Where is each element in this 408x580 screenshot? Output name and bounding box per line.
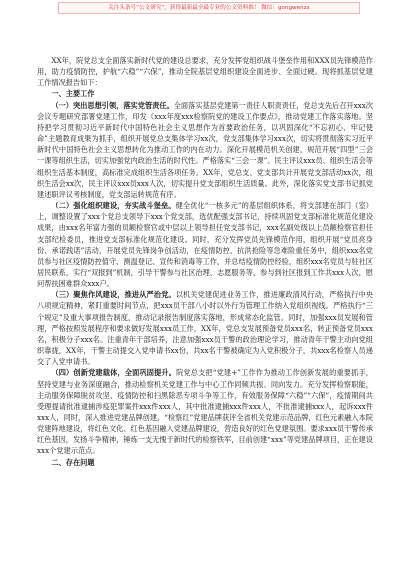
subsection-2	[37, 200, 373, 289]
subsection-1-body: 全面落实基层党建第一责任人职责责任，党总支先后召开xxx次会议专题研究部署党建工作，印发《xxx年度xxx检察院党的建设工作要点》，推动党建工作落实落地。坚持把学习贯彻习近平新时代中国特色社会主义思想作为首要政治任务，以巩固深化“不忘初心、牢记使命”主题教育成果为抓手，组织开展党总支集体学习xx次，党支部集体学习xxx次，切实将贯彻落实习近平新时代中国特色社会主义思想转化为推动工作的内在动力。深化开展模范机关创建，规范开展“四型”三会一课等组织生活，切实加强党内政治生活的时代性。严格落实“三会一课”、民主评议xxx员、组织生活会等组织生活基本制度，高标准完成组织生活各项任务。XX年，党总支、党支部共计开展党支部活动xx次，组织生活会xx次，民主评议xxx员xxx人次，切实提升党支部组织生活质量。此外，深化落实党支部书记抓党建述职评议考核制度，党支部运转规范有序。	[37, 100, 373, 199]
subsection-2-body: 健全优化“一核多元”的基层组织体系，将支部建在部门（室）上，调整设置了xxx个党总支领导下xxx个党支部，选优配强支部书记，持续巩固党支部标准化规范化建设成果，由xxx名年富力强的员额检察官或中层以上领导担任党支部书记，xxx名副处级以上员额检察官担任支部纪检委员，推进党支部标准化规范化建设。同时，充分发挥党员先锋模范作用，组织开展“党员亮身份、承诺践诺”活动，开展党员先锋岗争创活动，在疫情防控、抗洪抢险等急难险重任务中，组织xxx名党员参与社区疫情防控值守、测温登记、宣传和消毒等工作，并总结疫情防控经验，组织xxx名党员与驻社区居民联系，实行“双报到”机制，引导干警参与社区治理、志愿服务等，参与到社区报到工作共xxx人次，慰问帮扶困难群众xxx户。	[37, 201, 373, 289]
subsection-4-body: 院党总支把“党建+”工作作为推动工作创新发展的重要抓手，坚持党建与业务深度融合，推动检察机关党建工作与中心工作同频共振、同向发力。充分发挥检察职能，主动服务保障脱贫攻坚、疫情防控和扫黑除恶专项斗争等工作，有效服务保障“六稳”“六保”，疫情期间共受理提请批准逮捕涉疫犯罪案件xxx件xxx人，其中批准逮捕xxx件xxx人，不批准逮捕xxx人，起诉xxx件xxx人，同时，深入推进党建品牌创建，“检察红”党建品牌获评全省机关党建示范品牌，红色元素融入本院党建阵地建设，将红色文化、红色基因融入党建品牌建设，营造良好的红色党建氛围。要求xxx员干警传承红色基因，发扬斗争精神，锤炼一支无愧于新时代的检察铁军，目前创建“xxx”等党建品牌项目，正在建设xxx个党建示范点。	[37, 368, 373, 456]
section-heading-2: 二、存在问题	[51, 457, 95, 467]
intro-paragraph: XX年，院党总支全面落实新时代党的建设总要求，充分发挥党组织战斗堡垒作用和XXX员先锋模范作用，助力疫情防控，护航“六稳”“六保”，推动全院基层党组织建设全面进步、全面过硬。现将抓基层党建工作情况报告如下：	[37, 56, 373, 88]
subsection-2-title: （二）强化组织建设，夯实战斗堡垒。	[51, 201, 176, 211]
promo-banner[interactable]: 关注头条号“公文研究”，获得最新最全最专业的公文资料推！ 微信：gongwenzx	[58, 2, 360, 14]
subsection-4-title: （四）创新党建载体，全面巩固提升。	[51, 368, 177, 378]
subsection-3-title: （三）聚焦作风建设，推进从严治党。	[51, 290, 176, 300]
subsection-1-title: （一）突出思想引领，落实党管责任。	[51, 100, 174, 110]
subsection-4	[37, 367, 373, 456]
subsection-3-body: 以机关党建促进业务工作，推进廉政清风行动，严格执行中央八项规定精神，紧盯重要时间节点，把xxx员干部八小时以外行为管理工作纳入党组织视线。严格执行“三个规定”及重大事项报告制度，推动记录报告制度落实落地，形成常态化监管。同时，加强xxx员发展和管理，严格按照发展程序和要求做好发展xxx员工作，XX年，党总支发展预备党员xxx名，转正预备党员xxx名，积极分子xxx名。注重青年干部培养，注意加强xxx员干警的政治理论学习，推动青年干警主动向党组织靠拢，XX年，干警主动提交入党申请书xx份，共xx名干警被确定为入党积极分子，共xxx名检察人员递交了入党申请书。	[37, 290, 373, 367]
subsection-1	[37, 100, 373, 200]
document-body	[37, 55, 373, 468]
section-heading-1: 一、主要工作	[51, 89, 95, 99]
subsection-3	[37, 289, 373, 367]
